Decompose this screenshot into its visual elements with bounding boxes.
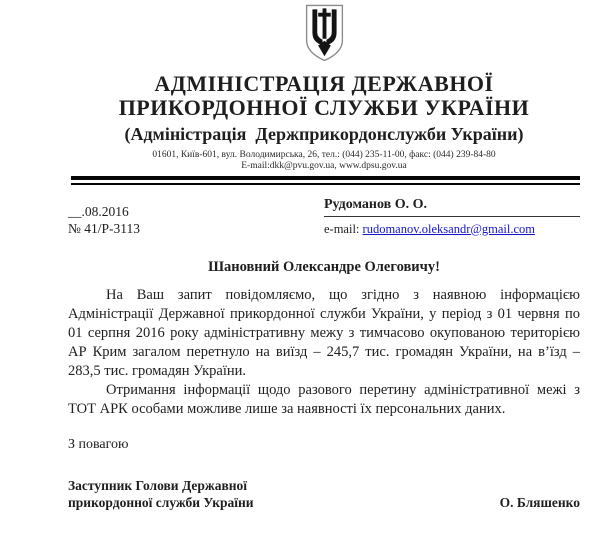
letter-date: __.08.2016: [68, 203, 129, 219]
closing-phrase: З повагою: [68, 436, 129, 452]
email-label: e-mail:: [324, 221, 363, 236]
ukraine-trident-coat-of-arms-icon: [303, 4, 346, 62]
org-title-line2: ПРИКОРДОННОЇ СЛУЖБИ УКРАЇНИ: [118, 95, 530, 120]
letterhead: [68, 0, 580, 172]
body-paragraph-1: На Ваш запит повідомляємо, що згідно з наявною інформацією Адміністрації Державної прикордонної служби України, у період з 01 червня по 01 серпня 2016 року адміністративну межу з тимчасово окупованою територією АР Крим загалом перетнуло на виїзд – 245,7 тис. громадян України, на в’їзд – 283,5 тис. громадян України.: [68, 286, 580, 379]
signature-block: [68, 477, 580, 511]
letterhead-divider: [71, 176, 580, 185]
signer-position: [68, 477, 254, 511]
org-contacts-line: E-mail:dkk@pvu.gov.ua, www.dpsu.gov.ua: [241, 161, 407, 171]
reference-block: [68, 197, 580, 237]
letter-body: [68, 259, 580, 511]
divider-thin-line: [71, 183, 580, 185]
body-paragraph-2: Отримання інформації щодо разового перетину адміністративної межі з ТОТ АРК особами можливе лише за наявності їх персональних даних.: [68, 381, 580, 417]
signer-name: О. Бляшенко: [499, 494, 580, 510]
org-title: [68, 72, 580, 120]
divider-thick-line: [71, 176, 580, 180]
recipient-name: Рудоманов О. О.: [324, 197, 580, 217]
org-short-name: (Адміністрація Держприкордонслужби України): [124, 124, 524, 144]
signer-position-line2: прикордонної служби України: [68, 494, 254, 510]
org-address-line: 01601, Київ-601, вул. Володимирська, 26, тел.: (044) 235-11-00, факс: (044) 239-84-80: [152, 150, 496, 160]
recipient-email-link[interactable]: rudomanov.oleksandr@gmail.com: [362, 221, 535, 236]
signer-position-line1: Заступник Голови Державної: [68, 477, 248, 493]
letter-reference: [68, 197, 140, 237]
letter-number: № 41/Р-3113: [68, 220, 141, 236]
salutation: Шановний Олександре Олеговичу!: [208, 258, 440, 275]
recipient-block: [324, 197, 580, 237]
recipient-email-line: [324, 222, 580, 237]
org-title-line1: АДМІНІСТРАЦІЯ ДЕРЖАВНОЇ: [154, 71, 494, 96]
